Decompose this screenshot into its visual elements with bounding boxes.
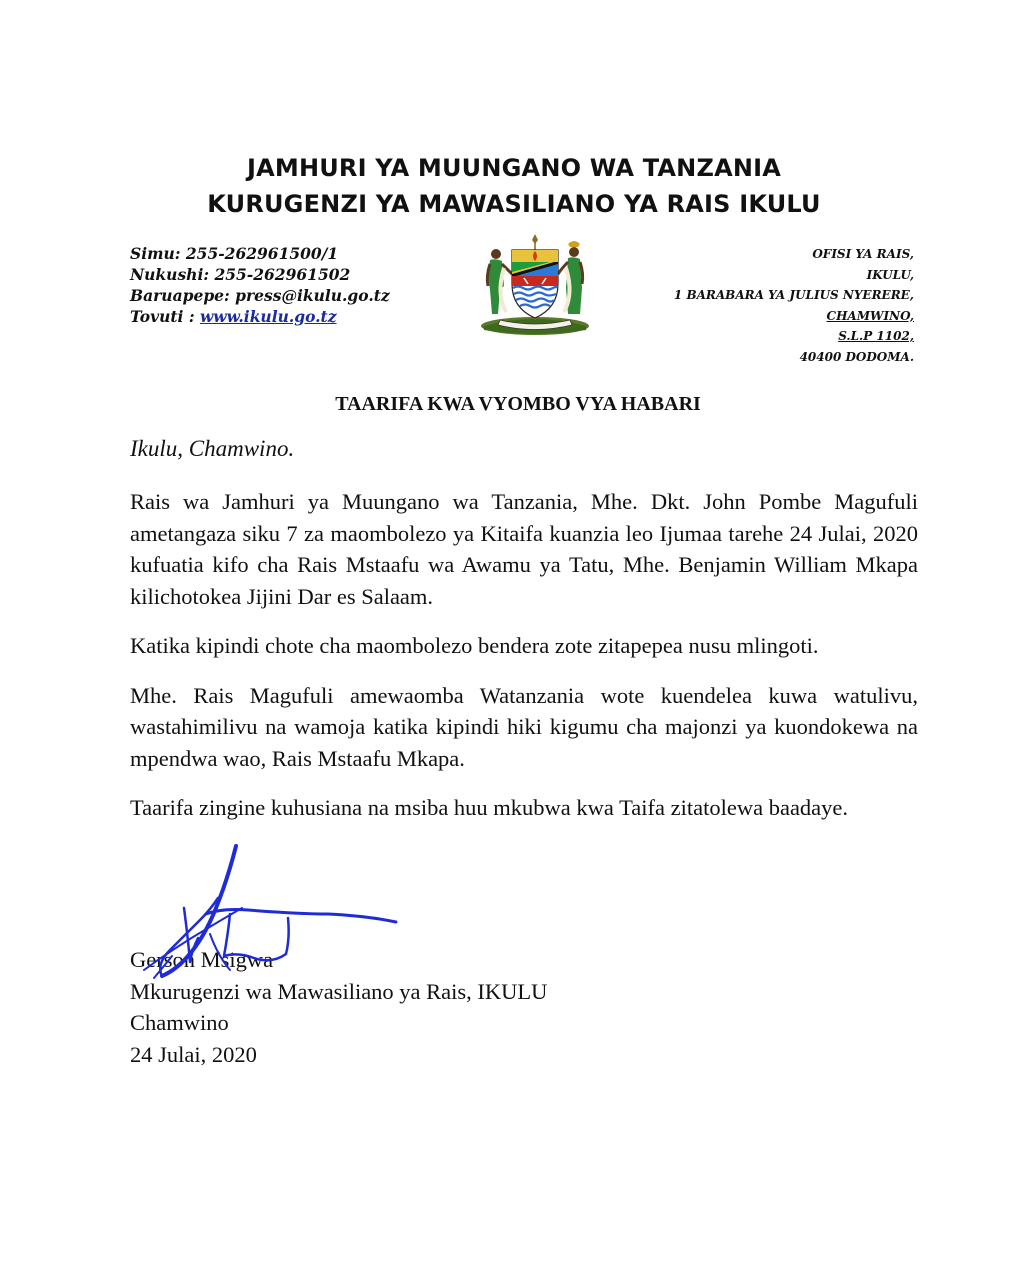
signoff-date: 24 Julai, 2020 <box>130 1041 257 1067</box>
release-paragraph: Rais wa Jamhuri ya Muungano wa Tanzania, Mhe. Dkt. John Pombe Magufuli ametangaza siku 7 za maombolezo ya Kitaifa kuanzia leo Ijumaa tarehe 24 Julai, 2020 kufuatia kifo cha Rais Mstaafu wa Awamu ya Tatu, Mhe. Benjamin William Mkapa kilichotokea Jijini Dar es Salaam. <box>130 489 918 609</box>
release-place: Ikulu, Chamwino. <box>130 436 295 461</box>
coat-of-arms-emblem <box>476 234 594 336</box>
signature-icon <box>118 838 418 988</box>
letterhead-title-directorate: KURUGENZI YA MAWASILIANO YA RAIS IKULU <box>207 190 821 218</box>
contact-phone: Simu: 255-262961500/1 <box>130 244 339 263</box>
signatory-name: Gerson Msigwa <box>130 947 274 972</box>
address-line-office: OFISI YA RAIS, <box>812 247 914 261</box>
address-line-town: CHAMWINO, <box>826 308 914 323</box>
website-link[interactable]: www.ikulu.go.tz <box>199 307 337 326</box>
press-release-title: TAARIFA KWA VYOMBO VYA HABARI <box>335 393 701 415</box>
letterhead-titles <box>0 150 1028 222</box>
letterhead-title-republic: JAMHURI YA MUUNGANO WA TANZANIA <box>246 154 782 182</box>
release-paragraph: Taarifa zingine kuhusiana na msiba huu mkubwa kwa Taifa zitatolewa baadaye. <box>130 795 849 820</box>
contact-website-row <box>130 306 390 327</box>
address-line-street: 1 BARABARA YA JULIUS NYERERE, <box>673 288 914 302</box>
address-line-city: 40400 DODOMA. <box>799 349 914 364</box>
address-line-ikulu: IKULU, <box>866 267 914 282</box>
signatory-title: Mkurugenzi wa Mawasiliano ya Rais, IKULU <box>130 978 548 1004</box>
office-address-block <box>674 244 914 367</box>
handwritten-signature <box>118 838 418 988</box>
release-body <box>130 486 918 842</box>
contact-fax: Nukushi: 255-262961502 <box>130 265 351 284</box>
signoff-location: Chamwino <box>130 1010 229 1035</box>
release-paragraph: Katika kipindi chote cha maombolezo bendera zote zitapepea nusu mlingoti. <box>130 633 819 658</box>
contact-website-label: Tovuti : <box>130 307 200 326</box>
release-paragraph: Mhe. Rais Magufuli amewaomba Watanzania wote kuendelea kuwa watulivu, wastahimilivu na wamoja katika kipindi hiki kigumu cha majonzi ya kuondokewa na mpendwa wao, Rais Mstaafu Mkapa. <box>130 682 918 771</box>
contact-block <box>130 243 390 327</box>
coat-of-arms-icon <box>476 234 594 336</box>
contact-email: Baruapepe: press@ikulu.go.tz <box>130 286 390 305</box>
address-line-po-box: S.L.P 1102, <box>838 329 914 343</box>
